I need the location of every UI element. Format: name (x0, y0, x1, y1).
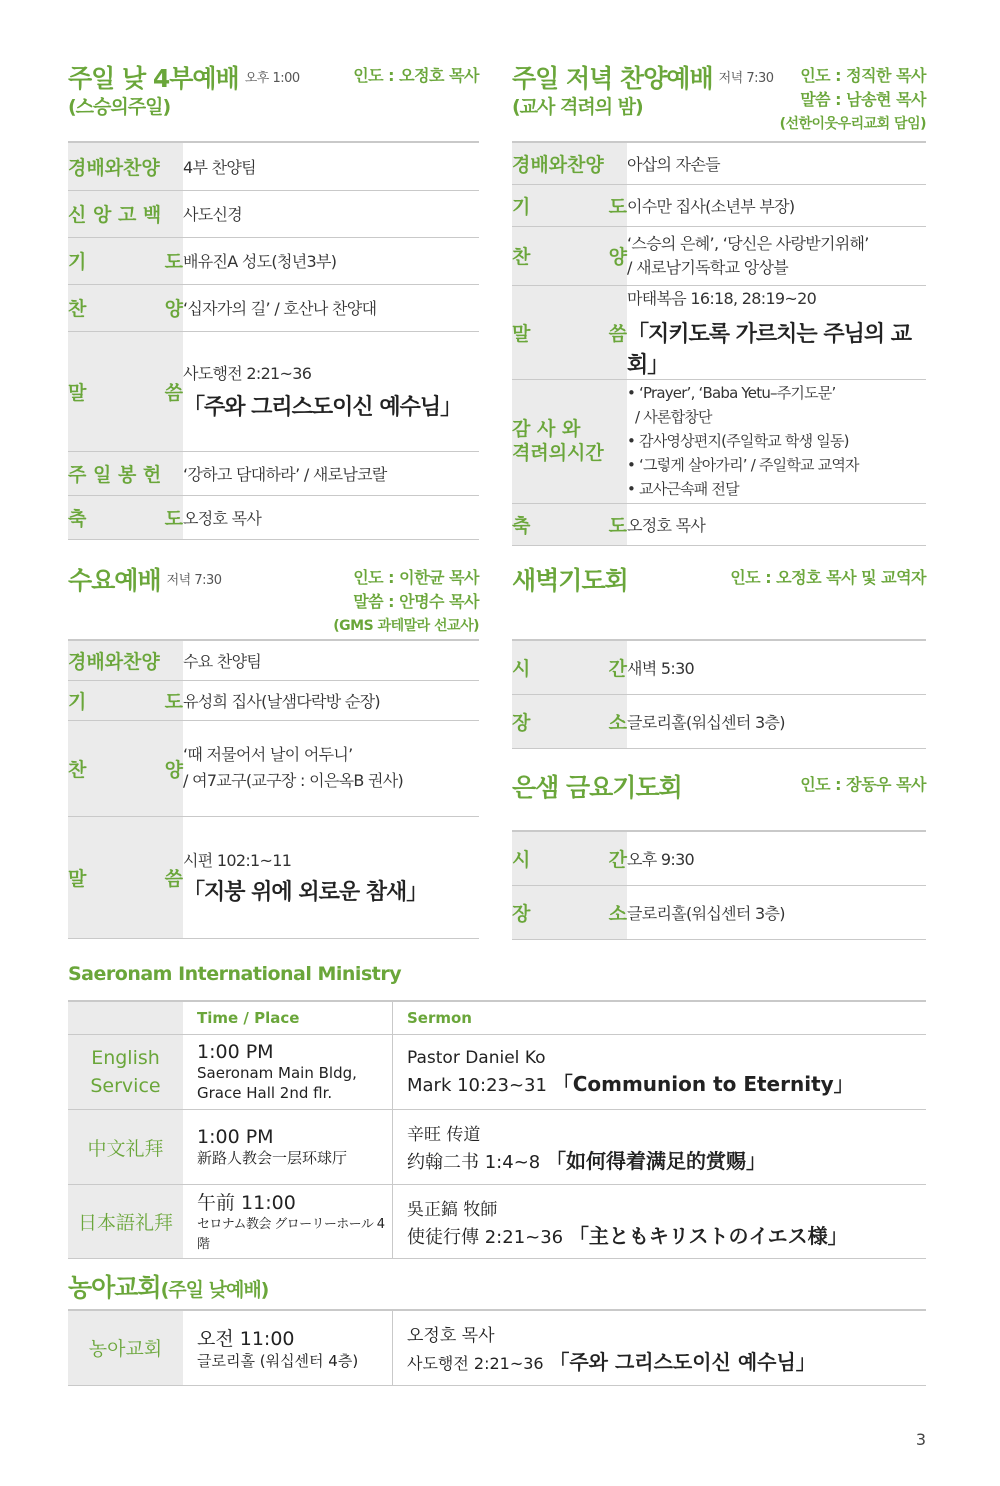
sunday-afternoon-table (68, 141, 479, 540)
sermon-title: 「주와 그리스도이신 예수님」 (183, 395, 462, 420)
col-header-sermon: Sermon (393, 1001, 927, 1035)
row-label: 시 간 (512, 831, 627, 885)
row-value: 배유진A 성도(청년3부) (183, 237, 479, 284)
row-value: 글로리홀(워십센터 3층) (627, 694, 926, 748)
friday-header (512, 773, 926, 813)
service-time: 저녁 7:30 (166, 573, 222, 588)
row-value: ‘십자가의 길’ / 호산나 찬양대 (183, 284, 479, 331)
table-row (68, 1310, 926, 1385)
service-time: 1:00 PM (197, 1126, 274, 1148)
row-value: 사도신경 (183, 190, 479, 237)
sermon-title: 「지키도록 가르치는 주님의 교회」 (627, 321, 912, 378)
scripture-ref: 사도행전 2:21~36 (183, 364, 312, 383)
service-time: 저녁 7:30 (718, 71, 774, 86)
row-label: 경배와찬양 (68, 640, 183, 680)
row-label: 장 소 (512, 694, 627, 748)
sermon-title: 「주와 그리스도이신 예수님」 (549, 1349, 816, 1374)
service-label: 日本語礼拜 (68, 1185, 183, 1259)
section-subtitle: (스승의주일) (68, 96, 171, 118)
row-label: 주 일 봉 헌 (68, 451, 183, 495)
row-value: 오정호 목사 (183, 495, 479, 539)
section-title: 수요예배 (68, 566, 161, 595)
table-row (68, 1185, 926, 1259)
section-title: 은샘 금요기도회 (512, 773, 682, 802)
leader: 인도 : 이한균 목사 (353, 568, 479, 587)
table-row (68, 1110, 926, 1185)
scripture-ref: 使徒行傳 2:21~36 (407, 1226, 564, 1248)
wednesday-table (68, 639, 479, 939)
preacher: 辛旺 传道 (407, 1125, 481, 1145)
dawn-table (512, 639, 926, 749)
scripture-ref: 마태복음 16:18, 28:19~20 (627, 288, 817, 308)
row-value: / 여7교구(교구장 : 이은옥B 권사) (183, 771, 404, 790)
deaf-table (68, 1309, 926, 1386)
sunday-evening-table (512, 141, 926, 546)
row-value: 4부 찬양팀 (183, 142, 479, 190)
row-label: 축 도 (512, 503, 627, 545)
leader: 인도 : 정직한 목사 (800, 66, 926, 85)
service-time: 1:00 PM (197, 1041, 274, 1063)
service-label: 中文礼拜 (68, 1110, 183, 1185)
row-label: 기 도 (68, 680, 183, 720)
sunday-evening-header (512, 64, 926, 136)
row-value: 아삽의 자손들 (627, 142, 926, 184)
service-time: 오후 1:00 (244, 71, 300, 86)
section-subtitle: (주일 낮예배) (160, 1279, 269, 1301)
preacher-note: (GMS 과테말라 선교사) (333, 618, 479, 634)
row-label: 시 간 (512, 640, 627, 694)
row-label: 신 앙 고 백 (68, 190, 183, 237)
list-item: • ‘Prayer’, ‘Baba Yetu–주기도문’ (627, 384, 836, 402)
preacher: 吳正鎬 牧師 (407, 1199, 498, 1220)
table-row (68, 1035, 926, 1110)
scripture-ref: 사도행전 2:21~36 (407, 1353, 544, 1373)
service-label: 농아교회 (68, 1310, 183, 1385)
friday-table (512, 830, 926, 940)
row-value: 오후 9:30 (627, 831, 926, 885)
row-label: 찬 양 (512, 226, 627, 285)
row-label: 감 사 와 격려의시간 (512, 379, 627, 503)
row-label: 말 씀 (68, 816, 183, 938)
row-value: 오정호 목사 (627, 503, 926, 545)
row-label: 축 도 (68, 495, 183, 539)
row-value: 이수만 집사(소년부 부장) (627, 184, 926, 226)
row-value: / 새로남기독학교 앙상블 (627, 257, 789, 277)
row-label: 말 씀 (68, 331, 183, 451)
row-value: ‘때 저물어서 날이 어두니’ (183, 745, 353, 764)
row-value: 새벽 5:30 (627, 640, 926, 694)
dawn-header (512, 566, 926, 606)
row-label: 경배와찬양 (512, 142, 627, 184)
service-time: 오전 11:00 (197, 1328, 295, 1351)
row-label: 경배와찬양 (68, 142, 183, 190)
section-title: 농아교회 (68, 1273, 161, 1302)
preacher: 말씀 : 남송현 목사 (800, 90, 926, 109)
list-item: / 사론합창단 (635, 408, 712, 426)
list-item: • 교사근속패 전달 (627, 480, 739, 498)
service-place: Saeronam Main Bldg, (197, 1064, 357, 1082)
section-subtitle: (교사 격려의 밤) (512, 96, 643, 118)
scripture-ref: 시편 102:1~11 (183, 851, 292, 870)
leader: 인도 : 오정호 목사 (353, 66, 479, 85)
list-item: • 감사영상편지(주일학교 학생 일동) (627, 432, 849, 450)
preacher: 오정호 목사 (407, 1325, 495, 1346)
preacher-note: (선한이웃우리교회 담임) (779, 116, 926, 132)
row-label: 말 씀 (512, 285, 627, 379)
service-place: セロナム教会 グローリーホール 4階 (197, 1217, 385, 1252)
page-number: 3 (915, 1430, 926, 1449)
preacher: Pastor Daniel Ko (407, 1047, 546, 1068)
row-value: 글로리홀(워십센터 3층) (627, 885, 926, 939)
scripture-ref: Mark 10:23~31 (407, 1074, 547, 1096)
scripture-ref: 约翰二书 1:4~8 (407, 1152, 541, 1173)
list-item: • ‘그렇게 살아가리’ / 주일학교 교역자 (627, 456, 859, 474)
service-place: 글로리홀 (워십센터 4층) (197, 1352, 359, 1371)
sermon-title: 「지붕 위에 외로운 참새」 (183, 880, 428, 905)
row-label: 찬 양 (68, 720, 183, 816)
wednesday-header (68, 566, 479, 636)
deaf-header (68, 1273, 268, 1303)
leader: 인도 : 오정호 목사 및 교역자 (730, 568, 926, 587)
sermon-title: 「主ともキリストのイエス様」 (568, 1223, 848, 1248)
section-title: 주일 저녁 찬양예배 (512, 64, 713, 93)
service-label: Service (90, 1075, 161, 1097)
sermon-title: 「如何得着满足的赏赐」 (545, 1149, 766, 1173)
row-label: 기 도 (68, 237, 183, 284)
col-header-time: Time / Place (183, 1001, 393, 1035)
preacher: 말씀 : 안명수 목사 (353, 592, 479, 611)
service-place: Grace Hall 2nd flr. (197, 1084, 333, 1102)
row-value: 유성희 집사(날샘다락방 순장) (183, 680, 479, 720)
sermon-title: 「Communion to Eternity」 (552, 1071, 854, 1096)
leader: 인도 : 장동우 목사 (800, 775, 926, 794)
row-value: ‘강하고 담대하라’ / 새로남코랄 (183, 451, 479, 495)
row-value: 수요 찬양팀 (183, 640, 479, 680)
row-label: 장 소 (512, 885, 627, 939)
row-label: 찬 양 (68, 284, 183, 331)
section-title: 주일 낮 4부예배 (68, 64, 239, 93)
row-value: ‘스승의 은혜’, ‘당신은 사랑받기위해’ (627, 233, 869, 253)
international-table (68, 1000, 926, 1259)
international-title: Saeronam International Ministry (68, 963, 402, 985)
service-time: 午前 11:00 (197, 1192, 296, 1214)
service-label: English (91, 1047, 160, 1069)
sunday-afternoon-header (68, 64, 479, 134)
section-title: 새벽기도회 (512, 566, 628, 595)
row-label: 기 도 (512, 184, 627, 226)
service-place: 新路人教会一层环球厅 (197, 1149, 348, 1167)
program-list (627, 381, 926, 501)
